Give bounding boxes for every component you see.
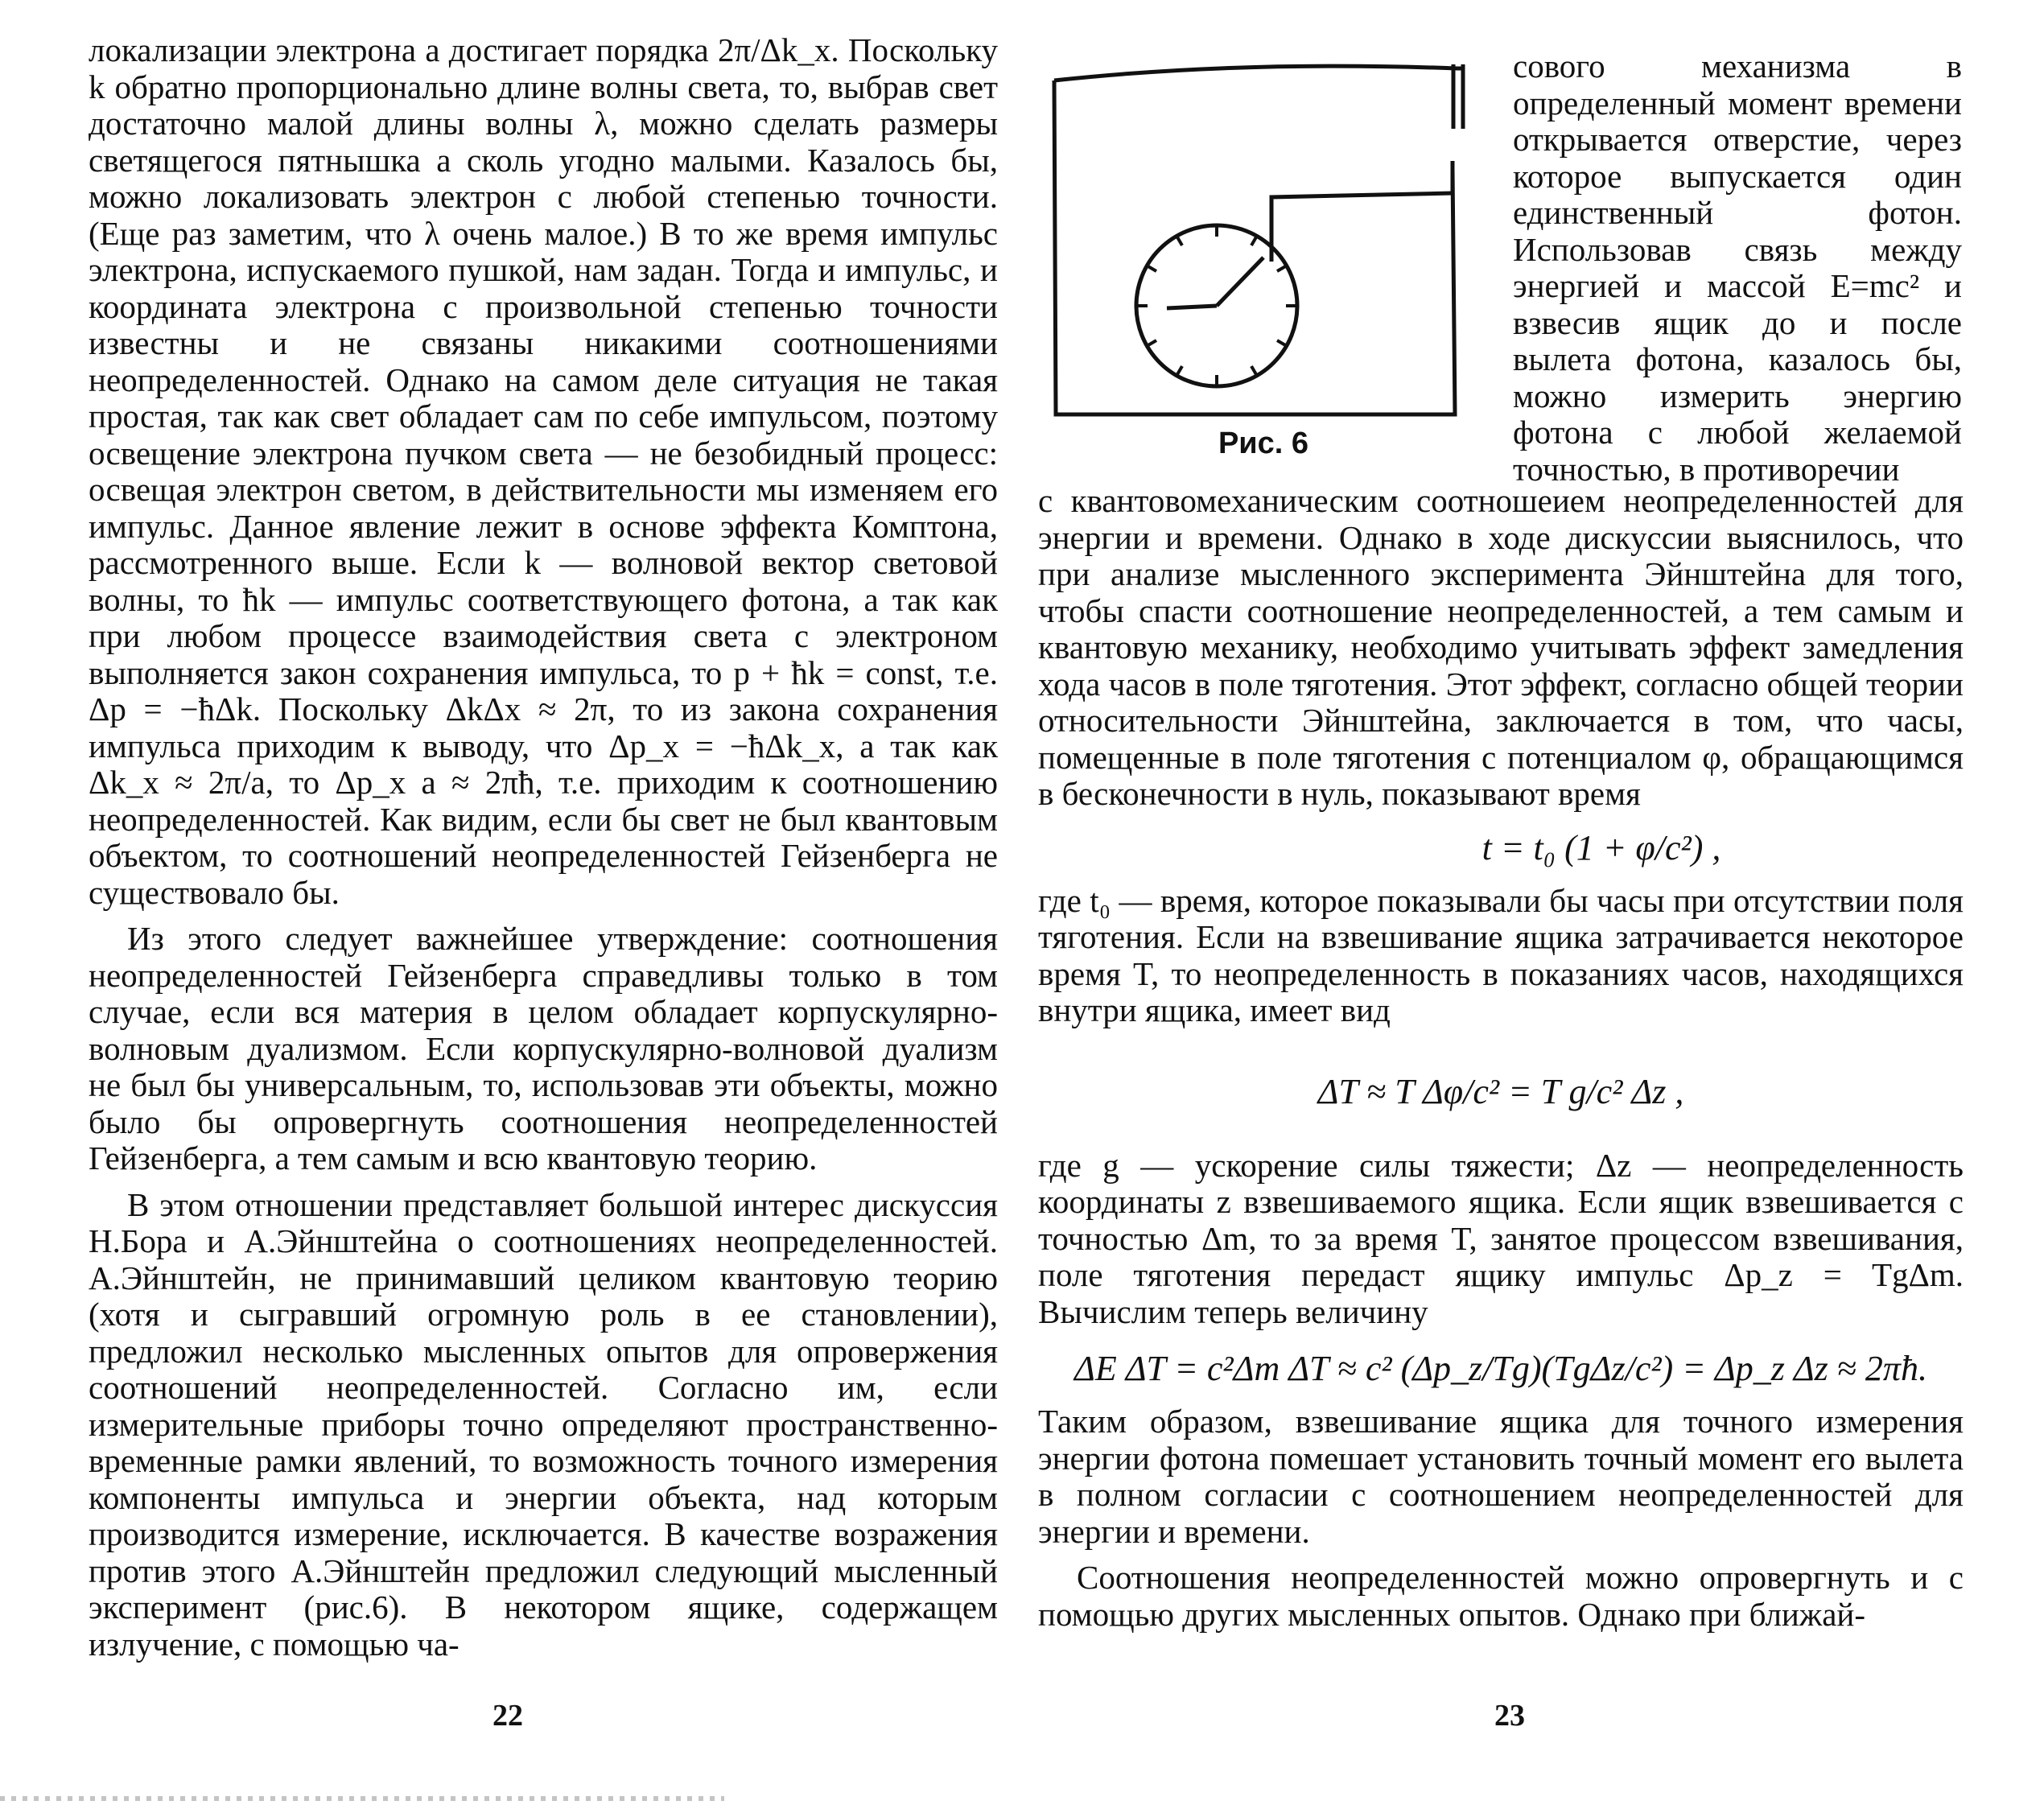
right-paragraph-after-formula-2: где g — ускорение силы тяжести; Δz — неопределенность координаты z взвешиваемого ящика. Если ящик взвешивается с точностью Δm, то за время T, занятое процессом взвешивания, поле тяготения передаст ящику импульс Δp_z = TgΔm. Вычислим теперь величину — [1038, 1146, 1964, 1330]
figure-6 — [1038, 48, 1489, 467]
formula-time-dilation: t = t₀ (1 + φ/c²) , — [1481, 827, 1721, 867]
einstein-box-diagram — [1038, 48, 1489, 435]
right-paragraph-after-formula-1: где t₀ — время, которое показывали бы часы при отсутствии поля тяготения. Если на взвешивание ящика затрачивается некоторое время T, то неопределенность в показаниях часов, находящихся внутри ящика, имеет вид — [1038, 881, 1964, 1028]
right-paragraph-after-formula-3: Таким образом, взвешивание ящика для точного измерения энергии фотона помешает установить точный момент его вылета в полном согласии с соотношением неопределенностей для энергии и времени. — [1038, 1403, 1964, 1550]
page-number-right: 23 — [1494, 1699, 1525, 1733]
left-paragraph-1: локализации электрона a достигает порядка 2π/Δk_x. Поскольку k обратно пропорционально длине волны света, то, выбрав свет достаточно малой длины волны λ, можно сделать размеры светящегося пятнышка a сколь угодно малыми. Казалось бы, можно локализовать электрон с любой степенью точности. (Еще раз заметим, что λ очень малое.) В то же время импульс электрона, испускаемого пушкой, нам задан. Тогда и импульс, и координата электрона с произвольной степенью точности известны и не связаны никакими соотношениями неопределенностей. Однако на самом деле ситуация не такая простая, так как свет обладает сам по себе импульсом, поэтому освещение электрона пучком света — не безобидный процесс: освещая электрон светом, в действительности мы изменяем его импульс. Данное явление лежит в основе эффекта Комптона, рассмотренного выше. Если k — волновой вектор световой волны, то ħk — импульс соответствующего фотона, а так как при любом процессе взаимодействия света с электроном выполняется закон сохранения импульса, то p + ħk = const, т.е. Δp = −ħΔk. Поскольку ΔkΔx ≈ 2π, то из закона сохранения импульса приходим к выводу, что Δp_x = −ħΔk_x, а так как Δk_x ≈ 2π/a, то Δp_x a ≈ 2πħ, т.е. приходим к соотношению неопределенностей. Как видим, если бы свет не был квантовым объектом, то соотношений неопределенностей Гейзенберга не существовало бы. — [89, 31, 998, 911]
right-page — [1038, 32, 1964, 1633]
formula-delta-e-delta-t: ΔE ΔT = c²Δm ΔT ≈ c² (Δp_z/Tg)(TgΔz/c²) = Δp_z Δz ≈ 2πħ. — [1074, 1349, 1927, 1388]
formula-delta-t: ΔT ≈ T Δφ/c² = T g/c² Δz , — [1317, 1071, 1684, 1111]
right-paragraph-continued: с квантовомеханическим соотношеием неопределенностей для энергии и времени. Однако в ходе дискуссии выяснилось, что при анализе мысленного эксперимента Эйнштейна для того, чтобы спасти соотношение неопределенностей, а тем самым и квантовую механику, необходимо учитывать эффект замедления хода часов в поле тяготения. Этот эффект, согласно общей теории относительности Эйнштейна, заключается в том, что часы, помещенные в поле тяготения с потенциалом φ, обращающимся в бесконечности в нуль, показывают время — [1038, 482, 1964, 812]
page-number-left: 22 — [492, 1699, 523, 1733]
figure-caption: Рис. 6 — [1218, 427, 1309, 460]
scan-noise-strip — [0, 1796, 724, 1801]
figure-area — [1038, 32, 1964, 488]
left-page — [89, 32, 998, 1663]
left-paragraph-3: В этом отношении представляет большой интерес дискуссия Н.Бора и А.Эйнштейна о соотношениях неопределенностей. А.Эйнштейн, не принимавший целиком квантовую теорию (хотя и сыгравший огромную роль в ее становлении), предложил несколько мысленных опытов для опровержения соотношений неопределенностей. Согласно им, если измерительные приборы точно определяют пространственно-временные рамки явлений, то возможность точного измерения компоненты импульса и энергии объекта, над которым производится измерение, исключается. В качестве возражения против этого А.Эйнштейн предложил следующий мысленный эксперимент (рис.6). В некотором ящике, содержащем излучение, с помощью ча- — [89, 1185, 998, 1663]
right-paragraph-last: Соотношения неопределенностей можно опровергнуть и с помощью других мысленных опытов. Однако при ближай- — [1038, 1559, 1964, 1633]
text-beside-figure: сового механизма в определенный момент времени открывается отверстие, через которое выпускается один единственный фотон. Использовав связь между энергией и массой E=mc² и взвесив ящик до и после вылета фотона, казалось бы, можно измерить энергию фотона с любой желаемой точностью, в противоречии — [1513, 47, 1962, 488]
left-paragraph-2: Из этого следует важнейшее утверждение: соотношения неопределенностей Гейзенберга справедливы только в том случае, если вся материя в целом обладает корпускулярно-волновым дуализмом. Если корпускулярно-волновой дуализм не был бы универсальным, то, использовав эти объекты, можно было бы опровергнуть соотношения неопределенностей Гейзенберга, а тем самым и всю квантовую теорию. — [89, 920, 998, 1177]
